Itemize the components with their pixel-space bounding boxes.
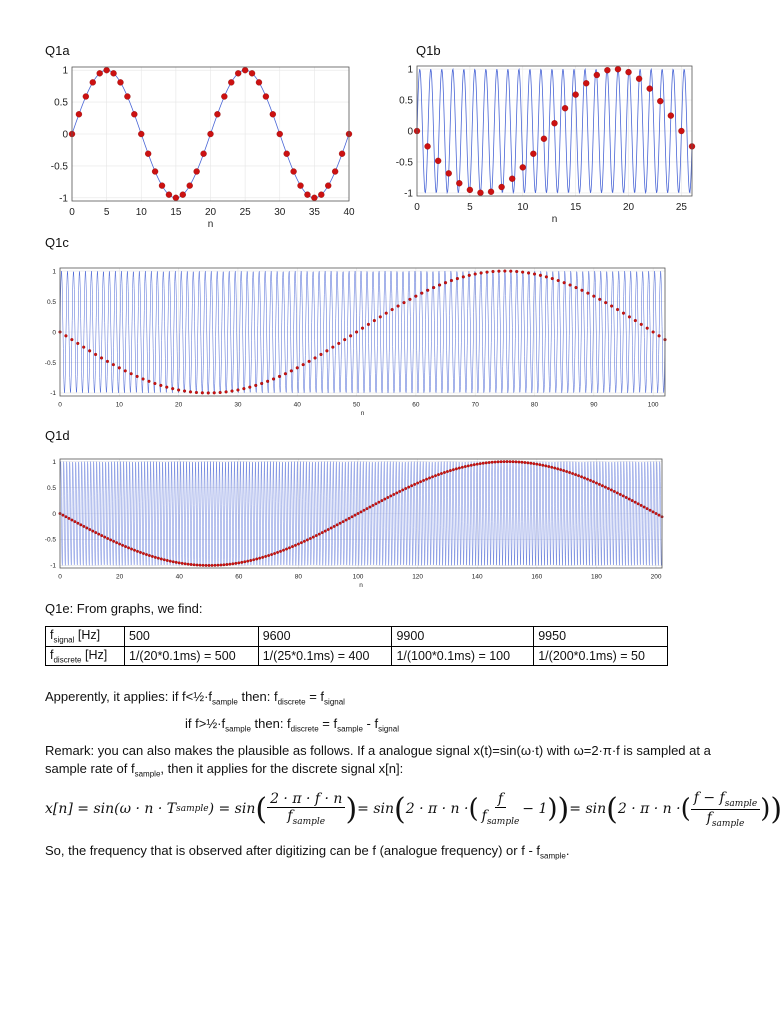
x-tick-label: 50	[352, 401, 361, 409]
data-point	[637, 502, 640, 505]
x-tick-label: 60	[235, 573, 243, 581]
data-point	[297, 543, 300, 546]
data-point	[160, 558, 163, 561]
data-point	[184, 562, 187, 565]
data-point	[139, 551, 142, 554]
data-point	[434, 474, 437, 477]
heading-q1b: Q1b	[416, 43, 441, 58]
data-point	[157, 557, 160, 560]
data-point	[267, 554, 270, 557]
x-tick-label: 35	[308, 207, 320, 218]
data-point	[488, 461, 491, 464]
data-point	[330, 527, 333, 530]
data-point	[422, 479, 425, 482]
y-tick-label: -1	[59, 193, 68, 205]
y-tick-label: -0.5	[50, 161, 68, 173]
x-tick-label: 60	[412, 401, 420, 409]
row-label-signal: $f_{signal}$ [Hz]	[46, 627, 125, 647]
row-label-discrete: $f_{discrete}$ [Hz]	[46, 646, 125, 666]
x-tick-label: 25	[675, 202, 687, 213]
x-tick-label: 25	[239, 207, 251, 218]
data-point	[282, 549, 285, 552]
data-point	[387, 496, 390, 499]
x-axis-label: n	[551, 214, 558, 225]
y-tick-label: -0.5	[44, 536, 56, 544]
data-point	[378, 501, 381, 504]
data-point	[446, 470, 449, 473]
data-point	[306, 539, 309, 542]
y-tick-label: 0	[407, 126, 413, 138]
x-tick-label: 160	[531, 573, 543, 581]
data-point	[273, 552, 276, 555]
data-point	[658, 514, 661, 517]
x-axis-label: n	[207, 219, 214, 230]
data-point	[360, 511, 363, 514]
data-point	[145, 553, 148, 556]
data-point	[649, 509, 652, 512]
data-point	[71, 519, 74, 522]
data-point	[390, 495, 393, 498]
data-point	[240, 561, 243, 564]
data-point	[619, 493, 622, 496]
data-point	[398, 490, 401, 493]
data-point	[91, 530, 94, 533]
data-point	[68, 517, 71, 520]
data-point	[94, 531, 97, 534]
x-tick-label: 20	[175, 401, 183, 409]
x-tick-label: 15	[570, 202, 582, 213]
x-tick-label: 30	[274, 207, 286, 218]
data-point	[449, 469, 452, 472]
data-point	[392, 493, 395, 496]
data-point	[211, 564, 214, 567]
data-point	[115, 541, 118, 544]
data-point	[336, 524, 339, 527]
x-tick-label: 20	[204, 207, 217, 218]
data-point	[121, 544, 124, 547]
data-point	[491, 461, 494, 464]
data-point	[518, 461, 521, 464]
data-point	[166, 559, 169, 562]
data-point	[530, 462, 533, 465]
data-point	[461, 466, 464, 469]
data-point	[345, 519, 348, 522]
data-point	[419, 480, 422, 483]
data-point	[646, 507, 649, 510]
table-cell: 9900	[392, 627, 534, 647]
data-point	[506, 460, 509, 463]
data-point	[232, 562, 235, 565]
data-point	[285, 548, 288, 551]
data-point	[553, 467, 556, 470]
data-point	[601, 484, 604, 487]
data-point	[333, 525, 336, 528]
data-point	[536, 463, 539, 466]
x-tick-label: 10	[517, 202, 529, 213]
y-tick-label: -1	[50, 390, 56, 398]
heading-q1d: Q1d	[45, 428, 70, 443]
data-point	[339, 522, 342, 525]
data-point	[127, 547, 130, 550]
x-tick-label: 0	[58, 573, 62, 581]
data-point	[366, 507, 369, 510]
x-tick-label: 40	[343, 207, 355, 218]
y-tick-label: 1	[52, 268, 56, 276]
y-tick-label: -1	[404, 188, 413, 200]
y-tick-label: 0.5	[46, 484, 56, 492]
data-point	[205, 564, 208, 567]
data-point	[77, 522, 80, 525]
data-point	[485, 462, 488, 465]
data-point	[625, 496, 628, 499]
x-tick-label: 200	[650, 573, 662, 581]
table-row	[46, 646, 668, 666]
data-point	[223, 563, 226, 566]
data-point	[315, 534, 318, 537]
data-point	[291, 545, 294, 548]
data-point	[163, 558, 166, 561]
y-tick-label: 0.5	[46, 298, 56, 306]
data-point	[199, 564, 202, 567]
q1e-intro: Q1e: From graphs, we find:	[45, 601, 203, 616]
data-point	[217, 564, 220, 567]
table-cell: 1/(100*0.1ms) = 100	[392, 646, 534, 666]
data-point	[407, 486, 410, 489]
data-point	[455, 468, 458, 471]
y-tick-label: 0	[52, 510, 56, 518]
data-point	[243, 560, 246, 563]
data-point	[613, 490, 616, 493]
table-cell: 9950	[534, 627, 668, 647]
data-point	[452, 468, 455, 471]
data-point	[178, 562, 181, 565]
data-point	[580, 475, 583, 478]
data-point	[592, 480, 595, 483]
x-tick-label: 0	[58, 401, 62, 409]
data-point	[112, 540, 115, 543]
data-point	[294, 544, 297, 547]
data-point	[357, 512, 360, 515]
rule-line-1: Apperently, it applies: if $f<\frac{1}{2}\cdot f_{sample}$ then: $f_{discrete} = f_{signal}$	[45, 689, 345, 707]
data-point	[65, 515, 68, 518]
data-point	[467, 465, 470, 468]
data-point	[97, 533, 100, 536]
x-tick-label: 5	[103, 207, 110, 218]
data-point	[193, 563, 196, 566]
y-tick-label: -0.5	[44, 359, 56, 367]
data-point	[142, 552, 145, 555]
x-tick-label: 100	[647, 401, 659, 409]
data-point	[130, 548, 133, 551]
table-cell: 9600	[258, 627, 392, 647]
data-point	[524, 461, 527, 464]
data-point	[631, 499, 634, 502]
data-point	[482, 462, 485, 465]
data-point	[512, 460, 515, 463]
data-point	[604, 486, 607, 489]
x-tick-label: 100	[352, 573, 364, 581]
conclusion-text: So, the frequency that is observed after digitizing can be f (analogue frequency) or f - $f_{sample}$.	[45, 843, 570, 861]
data-point	[473, 463, 476, 466]
data-point	[622, 495, 625, 498]
data-point	[565, 470, 568, 473]
x-tick-label: 40	[293, 401, 301, 409]
data-point	[214, 564, 217, 567]
data-point	[643, 506, 646, 509]
x-axis-label: n	[359, 582, 363, 589]
data-point	[595, 482, 598, 485]
data-point	[384, 498, 387, 501]
data-point	[86, 527, 89, 530]
data-point	[354, 514, 357, 517]
data-point	[342, 520, 345, 523]
x-tick-label: 5	[467, 202, 473, 213]
data-point	[255, 558, 258, 561]
data-point	[533, 462, 536, 465]
data-point	[124, 545, 127, 548]
data-point	[202, 564, 205, 567]
data-point	[616, 492, 619, 495]
data-point	[118, 543, 121, 546]
data-point	[547, 465, 550, 468]
data-point	[521, 461, 524, 464]
data-point	[187, 563, 190, 566]
y-tick-label: -1	[50, 562, 56, 570]
data-point	[544, 465, 547, 468]
data-point	[276, 551, 279, 554]
data-point	[640, 504, 643, 507]
data-point	[252, 558, 255, 561]
data-point	[154, 556, 157, 559]
data-point	[109, 539, 112, 542]
x-tick-label: 20	[115, 573, 124, 581]
table-row	[46, 627, 668, 647]
x-tick-label: 180	[591, 573, 602, 581]
table-cell: 500	[125, 627, 259, 647]
data-point	[428, 477, 431, 480]
data-point	[100, 534, 103, 537]
data-point	[74, 520, 77, 523]
remark-paragraph: Remark: you can also makes the plausible as follows. If a analogue signal x(t)=sin(ω·t) with ω=2·π·f is sampled at a sample rate of $f_{sample}$, then it applies for the discrete signal x[n]:	[45, 743, 711, 779]
data-point	[279, 550, 282, 553]
x-tick-label: 140	[471, 573, 483, 581]
data-point	[431, 475, 434, 478]
x-tick-label: 80	[294, 573, 303, 581]
data-point	[550, 466, 553, 469]
data-point	[497, 461, 500, 464]
data-point	[515, 461, 518, 464]
data-point	[401, 489, 404, 492]
data-point	[416, 482, 419, 485]
data-point	[440, 472, 443, 475]
data-point	[571, 472, 574, 475]
data-point	[220, 564, 223, 567]
heading-q1c: Q1c	[45, 235, 69, 250]
data-point	[351, 515, 354, 518]
x-tick-label: 90	[590, 401, 598, 409]
y-tick-label: 0.5	[54, 97, 68, 109]
data-point	[500, 460, 503, 463]
data-point	[527, 462, 530, 465]
data-point	[226, 563, 229, 566]
data-point	[437, 473, 440, 476]
data-point	[321, 531, 324, 534]
data-point	[509, 460, 512, 463]
x-tick-label: 120	[412, 573, 424, 581]
data-point	[628, 498, 631, 501]
data-point	[348, 517, 351, 520]
data-point	[208, 564, 211, 567]
x-tick-label: 40	[175, 573, 183, 581]
data-point	[476, 463, 479, 466]
data-point	[562, 469, 565, 472]
data-point	[312, 536, 315, 539]
data-point	[309, 537, 312, 540]
data-point	[443, 471, 446, 474]
data-point	[270, 553, 273, 556]
x-tick-label: 30	[234, 401, 242, 409]
data-point	[539, 463, 542, 466]
data-point	[300, 541, 303, 544]
data-point	[363, 509, 366, 512]
data-point	[133, 549, 136, 552]
data-point	[586, 478, 589, 481]
data-point	[470, 464, 473, 467]
data-point	[62, 514, 65, 517]
rule-line-2: if $f>\frac{1}{2}\cdot f_{sample}$ then: $f_{discrete} = f_{sample} - f_{signal}$	[185, 716, 399, 734]
data-point	[324, 530, 327, 533]
data-point	[574, 473, 577, 476]
x-tick-label: 80	[530, 401, 539, 409]
y-tick-label: 1	[62, 65, 68, 77]
heading-q1a: Q1a	[45, 43, 70, 58]
y-tick-label: 1	[407, 64, 413, 76]
y-tick-label: -0.5	[395, 157, 413, 169]
data-point	[103, 536, 106, 539]
data-point	[458, 467, 461, 470]
data-point	[464, 465, 467, 468]
y-tick-label: 1	[52, 458, 56, 466]
data-point	[151, 555, 154, 558]
data-point	[264, 555, 267, 558]
data-point	[238, 562, 241, 565]
data-point	[181, 562, 184, 565]
data-point	[172, 560, 175, 563]
data-point	[503, 460, 506, 463]
data-point	[559, 468, 562, 471]
data-point	[83, 525, 86, 528]
data-point	[288, 547, 291, 550]
data-point	[413, 483, 416, 486]
x-tick-label: 70	[471, 401, 479, 409]
y-tick-label: 0.5	[399, 95, 413, 107]
data-point	[89, 528, 92, 531]
data-point	[589, 479, 592, 482]
frequency-table	[45, 626, 668, 666]
data-point	[106, 537, 109, 540]
data-point	[568, 471, 571, 474]
data-point	[80, 524, 83, 527]
y-tick-label: 0	[52, 329, 56, 337]
data-point	[148, 554, 151, 557]
data-point	[634, 501, 637, 504]
data-point	[652, 511, 655, 514]
data-point	[190, 563, 193, 566]
data-point	[369, 506, 372, 509]
table-cell: 1/(25*0.1ms) = 400	[258, 646, 392, 666]
data-point	[249, 559, 252, 562]
x-axis-label: n	[360, 410, 365, 417]
data-point	[169, 560, 172, 563]
data-point	[261, 556, 264, 559]
data-point	[375, 502, 378, 505]
data-point	[607, 487, 610, 490]
data-point	[541, 464, 544, 467]
data-point	[327, 528, 330, 531]
data-point	[395, 492, 398, 495]
data-point	[196, 564, 199, 567]
data-point	[175, 561, 178, 564]
data-point	[372, 504, 375, 507]
data-point	[136, 550, 139, 553]
data-point	[235, 562, 238, 565]
x-tick-label: 10	[135, 207, 147, 218]
data-point	[655, 512, 658, 515]
data-point	[410, 484, 413, 487]
x-tick-label: 20	[622, 202, 635, 213]
data-point	[479, 462, 482, 465]
data-point	[404, 487, 407, 490]
x-tick-label: 15	[170, 207, 182, 218]
x-tick-label: 0	[414, 202, 420, 213]
data-point	[583, 477, 586, 480]
data-point	[258, 557, 261, 560]
data-point	[598, 483, 601, 486]
data-point	[425, 478, 428, 481]
data-point	[577, 474, 580, 477]
sampling-equation: x[n] = sin(ω · n · T sample ) = sin ( $\frac{2 \cdot \pi \cdot f \cdot n}{f_{sample}}$ ) = sin ( 2 · π · n · ( $\frac{f}{f_{sample}}$ − 1 ) ) = sin ( 2 · π · n · ( $\frac{f - f_{sample}}{f_{sample}}$ ) )	[45, 789, 782, 829]
data-point	[381, 499, 384, 502]
data-point	[318, 533, 321, 536]
table-cell: 1/(200*0.1ms) = 50	[534, 646, 668, 666]
y-tick-label: 0	[62, 129, 68, 141]
data-point	[556, 468, 559, 471]
data-point	[494, 461, 497, 464]
data-point	[610, 489, 613, 492]
table-cell: 1/(20*0.1ms) = 500	[125, 646, 259, 666]
data-point	[229, 563, 232, 566]
x-tick-label: 0	[69, 207, 75, 218]
data-point	[246, 560, 249, 563]
data-point	[303, 540, 306, 543]
x-tick-label: 10	[115, 401, 123, 409]
